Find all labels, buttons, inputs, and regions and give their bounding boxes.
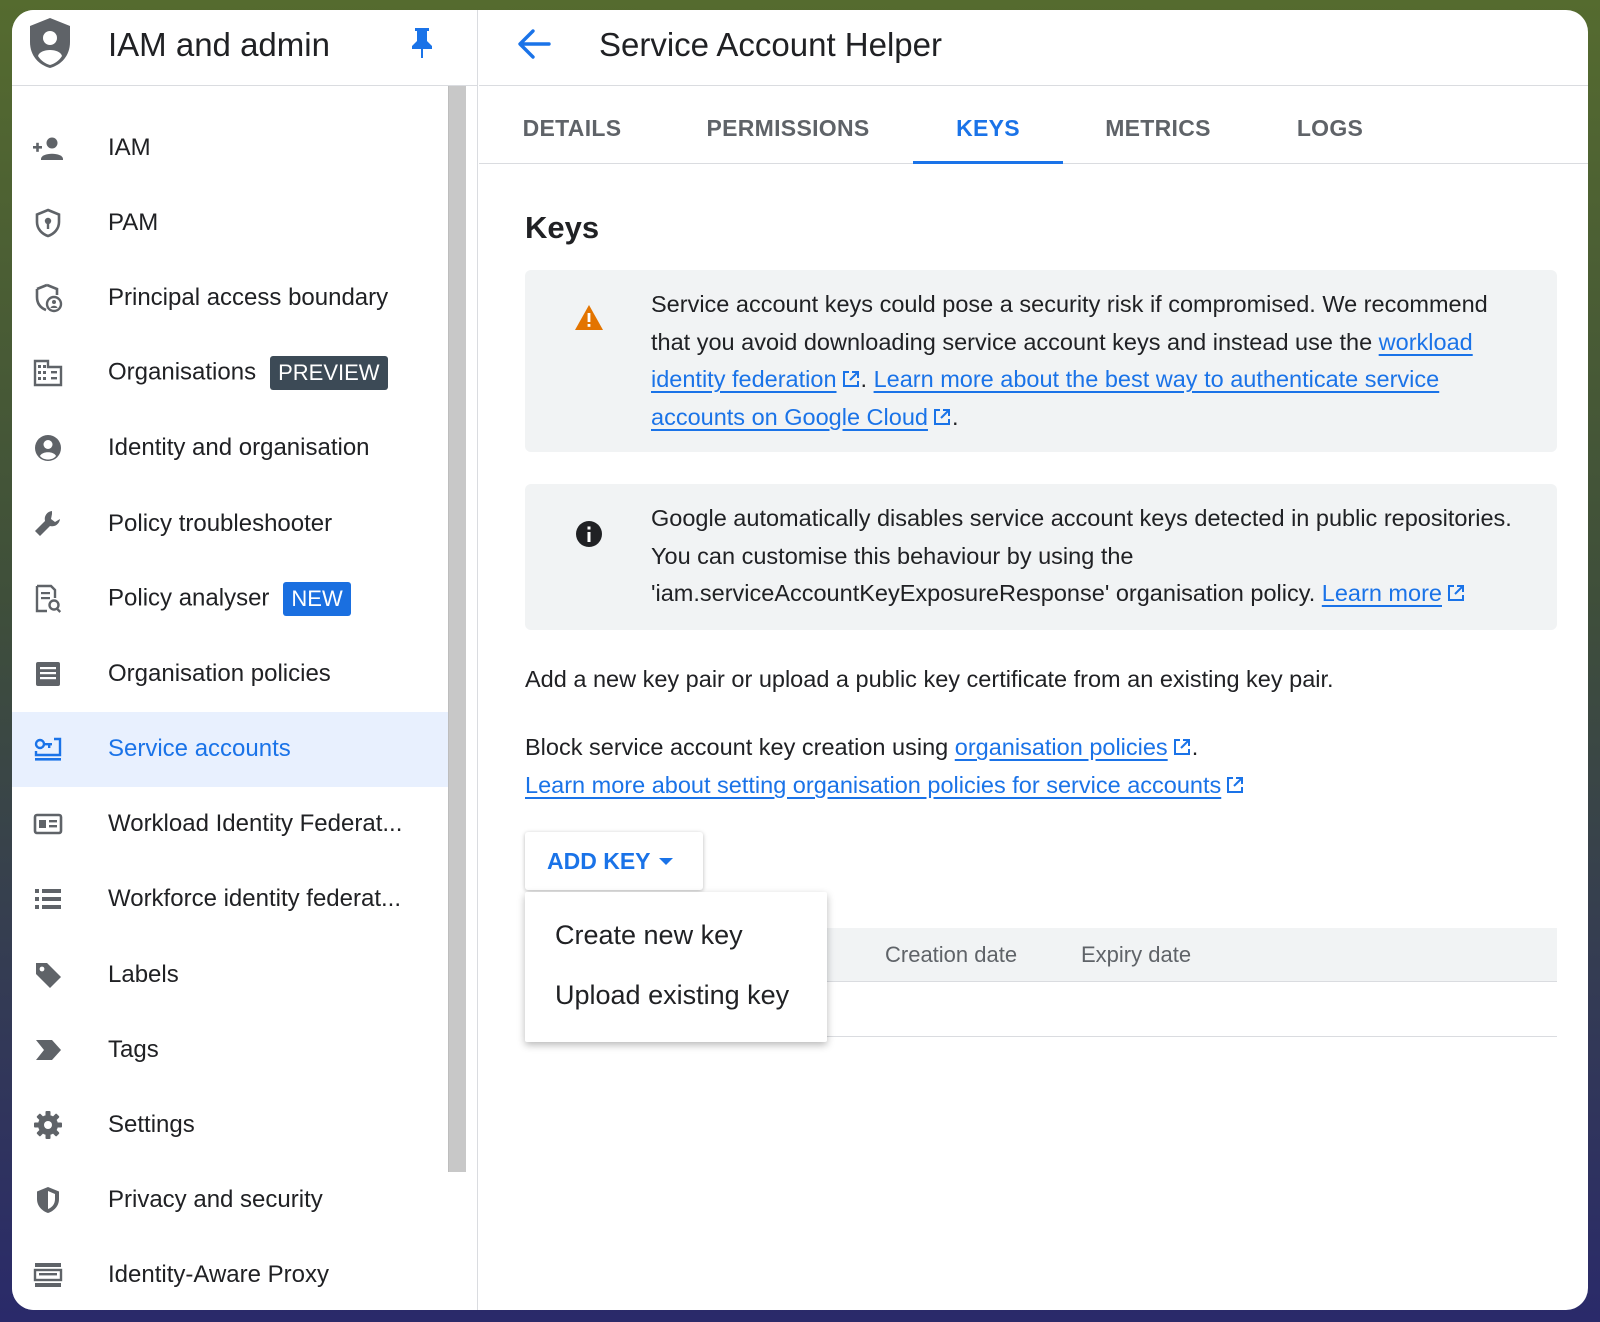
info-text <box>651 500 1527 613</box>
sidebar-item-label: Workload Identity Federat... <box>108 810 403 838</box>
info-icon <box>573 518 605 550</box>
warning-text <box>651 286 1527 436</box>
block-key-creation-text <box>525 734 1198 761</box>
tab-permissions[interactable]: PERMISSIONS <box>706 115 870 141</box>
sidebar-item-workforce-identity-federation[interactable] <box>12 862 448 937</box>
new-badge: NEW <box>283 582 350 616</box>
shield-icon <box>32 1184 64 1216</box>
link-text: Learn more about the best way to authenticate service accounts on Google Cloud <box>651 366 1440 430</box>
shield-person-icon <box>32 282 64 314</box>
sidebar-item-policy-troubleshooter[interactable] <box>12 486 448 561</box>
sidebar-item-label <box>108 356 388 390</box>
tab-metrics[interactable]: METRICS <box>1105 115 1211 141</box>
sidebar-item-label: Organisation policies <box>108 659 331 687</box>
link-text: organisation policies <box>954 734 1168 760</box>
app-window <box>12 10 1588 1310</box>
sidebar-item-label: Identity and organisation <box>108 434 370 462</box>
warning-icon <box>573 302 605 334</box>
wrench-icon <box>32 508 64 540</box>
learn-more-link[interactable] <box>1322 580 1466 606</box>
add-key-label: ADD KEY <box>547 848 651 874</box>
id-card-icon <box>32 808 64 840</box>
external-link-icon <box>932 407 952 427</box>
sidebar-item-identity-aware-proxy[interactable] <box>12 1238 448 1310</box>
preview-badge: PREVIEW <box>270 356 387 390</box>
sidebar-item-text: Policy analyser <box>108 584 270 612</box>
sidebar-item-labels[interactable] <box>12 937 448 1012</box>
sidebar-item-principal-access-boundary[interactable] <box>12 260 448 335</box>
iam-logo-icon <box>26 16 74 70</box>
sidebar-item-label: Tags <box>108 1035 159 1063</box>
sidebar-item-policy-analyser[interactable] <box>12 561 448 636</box>
link-text: Learn more <box>1321 580 1442 606</box>
sidebar-item-label: Service accounts <box>108 735 291 763</box>
add-key-button[interactable] <box>525 832 703 890</box>
sidebar-item-label: IAM <box>108 133 151 161</box>
main-content <box>479 10 1588 1310</box>
sidebar-item-settings[interactable] <box>12 1087 448 1162</box>
warning-text-part: . <box>860 366 874 392</box>
tag-icon <box>32 959 64 991</box>
tab-keys[interactable]: KEYS <box>913 86 1063 164</box>
sidebar-item-label <box>108 582 351 616</box>
proxy-icon <box>32 1259 64 1291</box>
sidebar-item-label: PAM <box>108 208 159 236</box>
sidebar-item-label: Labels <box>108 960 179 988</box>
gear-icon <box>32 1109 64 1141</box>
learn-more-org-policies-link[interactable] <box>525 772 1245 798</box>
page-title: Service Account Helper <box>599 26 943 63</box>
shield-key-icon <box>32 207 64 239</box>
block-text-end: . <box>1191 734 1199 760</box>
account-circle-icon <box>32 432 64 464</box>
sidebar-item-privacy-and-security[interactable] <box>12 1163 448 1238</box>
building-icon <box>32 357 64 389</box>
list-doc-icon <box>32 658 64 690</box>
sidebar-item-organisation-policies[interactable] <box>12 636 448 711</box>
info-banner <box>525 484 1557 630</box>
tab-logs[interactable]: LOGS <box>1296 115 1364 141</box>
sidebar-item-pam[interactable] <box>12 185 448 260</box>
external-link-icon <box>1172 737 1192 757</box>
column-creation-date[interactable]: Creation date <box>885 942 1018 967</box>
sidebar-item-text: Organisations <box>108 358 257 386</box>
warning-text-part: Service account keys could pose a security risk if compromised. We recommend that you avoid downloading service account keys and instead use the <box>651 291 1488 355</box>
tab-details[interactable]: DETAILS <box>522 115 622 141</box>
service-account-icon <box>32 733 64 765</box>
person-add-icon <box>32 132 64 164</box>
external-link-icon <box>1225 775 1245 795</box>
sidebar-scrollbar[interactable] <box>448 86 466 1172</box>
external-link-icon <box>841 369 861 389</box>
sidebar-item-label: Policy troubleshooter <box>108 509 333 537</box>
sidebar-item-label: Identity-Aware Proxy <box>108 1261 329 1289</box>
sidebar-item-service-accounts[interactable] <box>12 712 448 787</box>
organisation-policies-link[interactable] <box>955 734 1192 760</box>
sidebar-item-identity-and-organisation[interactable] <box>12 411 448 486</box>
sidebar <box>12 10 478 1310</box>
link-text: Learn more about setting organisation policies for service accounts <box>525 772 1222 798</box>
sidebar-item-label: Privacy and security <box>108 1186 323 1214</box>
page-header <box>479 10 1588 86</box>
keys-heading: Keys <box>525 210 600 245</box>
menu-item-upload-existing-key[interactable]: Upload existing key <box>555 980 790 1010</box>
add-key-menu <box>525 892 827 1042</box>
tab-bar <box>479 86 1588 164</box>
chevron-tag-icon <box>32 1034 64 1066</box>
menu-item-create-new-key[interactable]: Create new key <box>555 920 743 950</box>
sidebar-item-label: Principal access boundary <box>108 283 389 311</box>
sidebar-item-iam[interactable] <box>12 110 448 185</box>
pin-icon[interactable] <box>408 26 436 60</box>
sidebar-header <box>12 10 478 86</box>
sidebar-item-label: Workforce identity federat... <box>108 885 402 913</box>
list-icon <box>32 883 64 915</box>
product-title: IAM and admin <box>108 26 330 63</box>
back-arrow-icon[interactable] <box>513 24 553 64</box>
external-link-icon <box>1446 583 1466 603</box>
link-text: workload identity federation <box>651 328 1473 392</box>
block-text: Block service account key creation using <box>525 734 955 760</box>
caret-down-icon <box>659 858 673 865</box>
sidebar-item-organisations[interactable] <box>12 336 448 411</box>
sidebar-item-workload-identity-federation[interactable] <box>12 787 448 862</box>
sidebar-item-label: Settings <box>108 1111 195 1139</box>
column-expiry-date[interactable]: Expiry date <box>1081 942 1192 967</box>
learn-more-policies-line <box>525 772 1245 799</box>
warning-banner <box>525 270 1557 452</box>
sidebar-item-tags[interactable] <box>12 1012 448 1087</box>
sidebar-nav <box>12 110 448 1310</box>
doc-search-icon <box>32 583 64 615</box>
info-text-part: Google automatically disables service account keys detected in public repositories. You can customise this behaviour by using the 'iam.serviceAccountKeyExposureResponse' organisation policy. <box>651 505 1512 606</box>
warning-text-part: . <box>951 403 959 430</box>
add-key-description: Add a new key pair or upload a public key certificate from an existing key pair. <box>525 666 1334 692</box>
